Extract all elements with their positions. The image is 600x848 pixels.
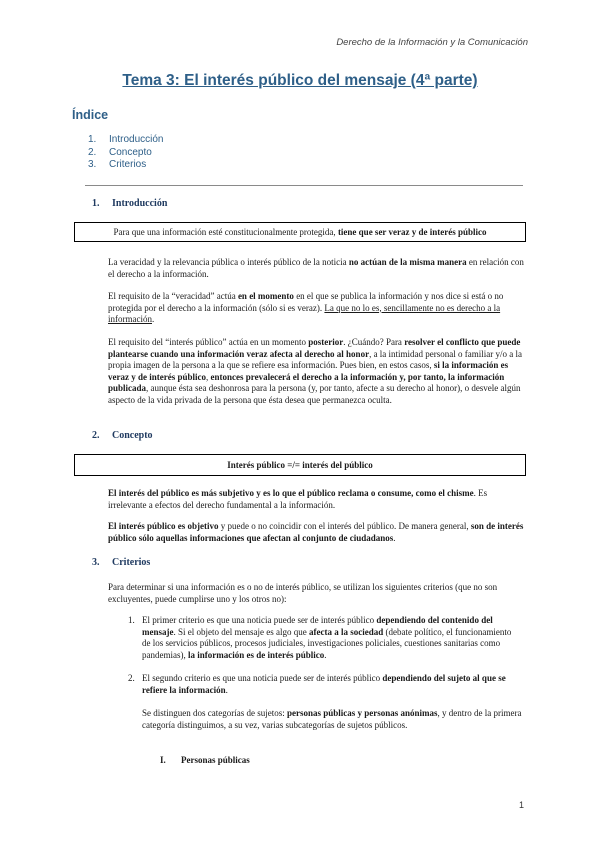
paragraph: Para determinar si una información es o no de interés público, se utilizan los siguientes criterios (que no son excluyentes, puede cumplirse uno y los otros no):	[108, 582, 498, 604]
list-marker: 1.	[128, 615, 135, 625]
index-item-criterios[interactable]: 3. Criterios	[88, 159, 147, 170]
index-list	[88, 134, 163, 172]
divider	[85, 185, 523, 186]
running-header: Derecho de la Información y la Comunicación	[336, 37, 528, 48]
paragraph: El interés público es objetivo y puede o no coincidir con el interés del público. De manera general, son de interés público sólo aquellas informaciones que afectan al conjunto de ciudadanos.	[108, 521, 524, 543]
index-item-introduccion[interactable]: 1. Introducción	[88, 134, 164, 145]
index-item-concepto[interactable]: 2. Concepto	[88, 146, 152, 158]
section-heading-concepto: 2. Concepto	[92, 430, 153, 441]
paragraph: El requisito de la “veracidad” actúa en el momento en el que se publica la información y nos dice si está o no protegida por el derecho a la información (sólo si es veraz). La que no lo es, sencillamente no es derecho a la información.	[108, 291, 504, 324]
list-marker: 2.	[128, 673, 135, 683]
paragraph: El interés del público es más subjetivo y es lo que el público reclama o consume, como el chisme. Es irrelevante a efectos del derecho fundamental a la información.	[108, 488, 488, 510]
document-title: Tema 3: El interés público del mensaje (4ª parte)	[122, 72, 478, 89]
key-statement-box: Para que una información esté constitucionalmente protegida, tiene que ser veraz y de interés público	[74, 222, 526, 242]
section-heading-criterios: 3. Criterios	[92, 557, 151, 568]
list-item: El primer criterio es que una noticia puede ser de interés público dependiendo del contenido del mensaje. Si el objeto del mensaje es algo que afecta a la sociedad (debate político, el funcionamiento de los servicios públicos, procesos judiciales, investigaciones policiales, cuestiones sanitarias como pandemias), la información es de interés público.	[142, 615, 512, 660]
subsection-heading: Personas públicas	[181, 755, 250, 765]
paragraph: El requisito del “interés público” actúa en un momento posterior. ¿Cuándo? Para resolver el conflicto que puede plantearse cuando una información veraz afecta al derecho al honor, a la intimidad personal o familiar y/o a la propia imagen de la persona a la que se refiere esa información. Pues bien, en estos casos, si la información es veraz y de interés público, entonces prevalecerá el derecho a la información y, por tanto, la información publicada, aunque ésta sea deshonrosa para la persona (y, por tanto, afecte a su derecho al honor), o desvele algún aspecto de la vida privada de la persona que ésta desea que permanezca oculta.	[108, 337, 523, 405]
index-heading: Índice	[72, 108, 109, 122]
list-item: El segundo criterio es que una noticia puede ser de interés público dependiendo del sujeto al que se refiere la información.	[142, 673, 506, 695]
paragraph: La veracidad y la relevancia pública o interés público de la noticia no actúan de la misma manera en relación con el derecho a la información.	[108, 257, 524, 279]
section-heading-introduccion: 1. Introducción	[92, 198, 168, 209]
paragraph: Se distinguen dos categorías de sujetos: personas públicas y personas anónimas, y dentro de la primera categoría distinguimos, a su vez, varias subcategorías de sujetos públicos.	[142, 708, 522, 730]
subsection-marker: I.	[160, 755, 166, 765]
key-statement-box: Interés público =/= interés del público	[74, 454, 526, 476]
page-number: 1	[518, 800, 524, 810]
